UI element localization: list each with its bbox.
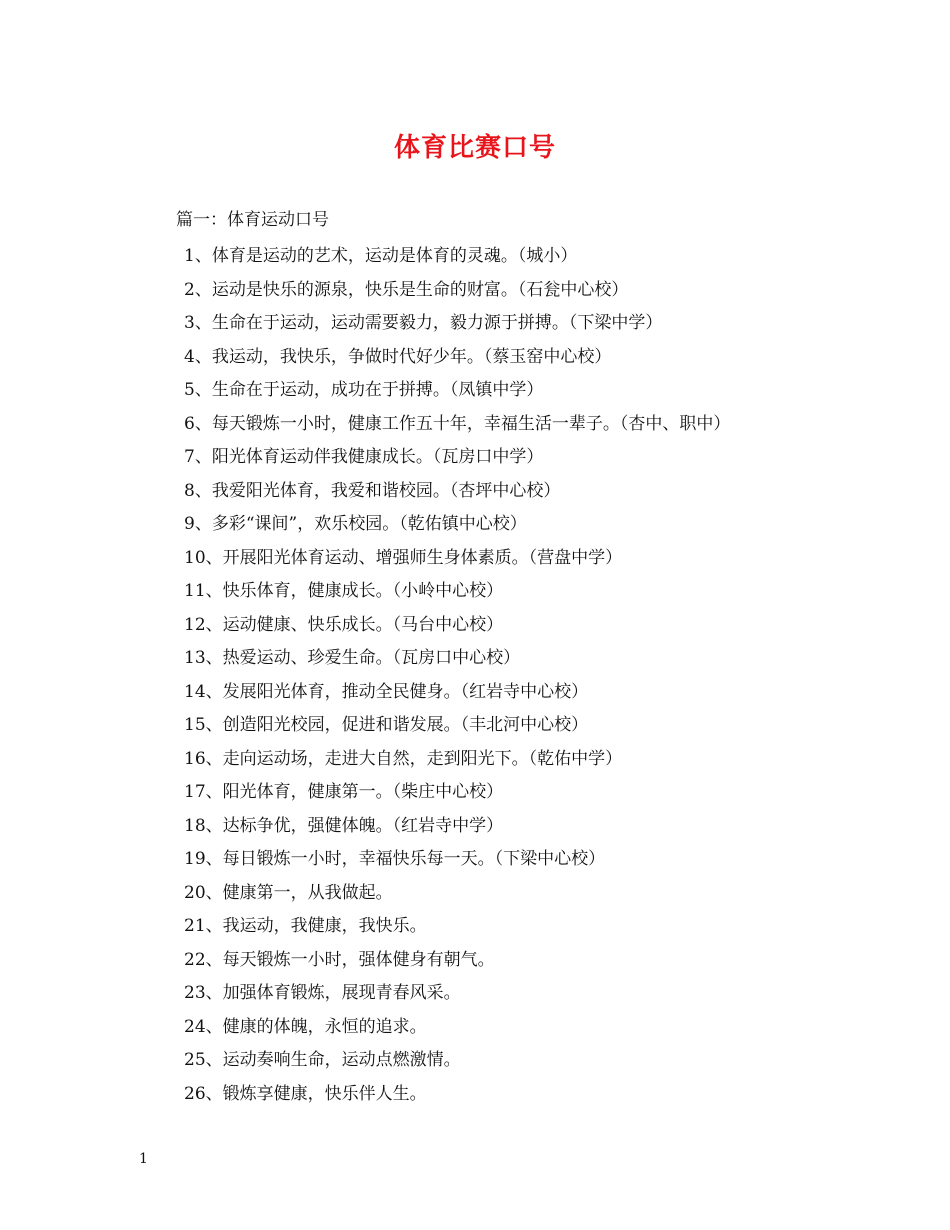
list-item: 19、每日锻炼一小时，幸福快乐每一天。（下梁中心校） (184, 849, 606, 869)
list-item: 7、阳光体育运动伴我健康成长。（瓦房口中学） (184, 447, 544, 467)
list-item: 2、运动是快乐的源泉，快乐是生命的财富。（石瓮中心校） (184, 279, 629, 300)
page-number: 1 (139, 1151, 148, 1167)
list-item: 26、锻炼享健康，快乐伴人生。 (184, 1083, 427, 1104)
list-item: 18、达标争优，强健体魄。（红岩寺中学） (184, 815, 504, 836)
list-item: 20、健康第一，从我做起。 (184, 882, 393, 903)
list-item: 24、健康的体魄，永恒的追求。 (184, 1016, 427, 1037)
list-item: 25、运动奏响生命，运动点燃激情。 (184, 1050, 461, 1070)
list-item: 1、体育是运动的艺术，运动是体育的灵魂。（城小） (184, 246, 578, 266)
list-item: 8、我爱阳光体育，我爱和谐校园。（杏坪中心校） (184, 480, 561, 501)
list-item: 23、加强体育锻炼，展现青春风采。 (184, 983, 461, 1003)
list-item: 9、多彩“课间”，欢乐校园。（乾佑镇中心校） (184, 514, 527, 534)
slogan-list (184, 240, 730, 1111)
list-item: 3、生命在于运动，运动需要毅力，毅力源于拼搏。（下梁中学） (184, 313, 663, 333)
section-heading: 篇一：体育运动口号 (176, 210, 329, 230)
list-item: 4、我运动，我快乐，争做时代好少年。（蔡玉窑中心校） (184, 346, 612, 367)
list-item: 14、发展阳光体育，推动全民健身。（红岩寺中心校） (184, 681, 589, 702)
list-item: 17、阳光体育，健康第一。（柴庄中心校） (184, 782, 504, 802)
list-item: 16、走向运动场，走进大自然，走到阳光下。（乾佑中学） (184, 748, 623, 769)
list-item: 11、快乐体育，健康成长。（小岭中心校） (184, 581, 504, 601)
document-title: 体育比赛口号 (393, 133, 556, 163)
list-item: 22、每天锻炼一小时，强体健身有朝气。 (184, 949, 495, 970)
list-item: 15、创造阳光校园，促进和谐发展。（丰北河中心校） (184, 715, 589, 735)
list-item: 13、热爱运动、珍爱生命。（瓦房口中心校） (184, 648, 521, 668)
list-item: 6、每天锻炼一小时，健康工作五十年，幸福生活一辈子。（杏中、职中） (184, 413, 731, 434)
list-item: 12、运动健康、快乐成长。（马台中心校） (184, 614, 504, 635)
list-item: 10、开展阳光体育运动、增强师生身体素质。（营盘中学） (184, 547, 623, 568)
list-item: 21、我运动，我健康，我快乐。 (184, 916, 427, 936)
list-item: 5、生命在于运动，成功在于拼搏。（凤镇中学） (184, 380, 544, 400)
